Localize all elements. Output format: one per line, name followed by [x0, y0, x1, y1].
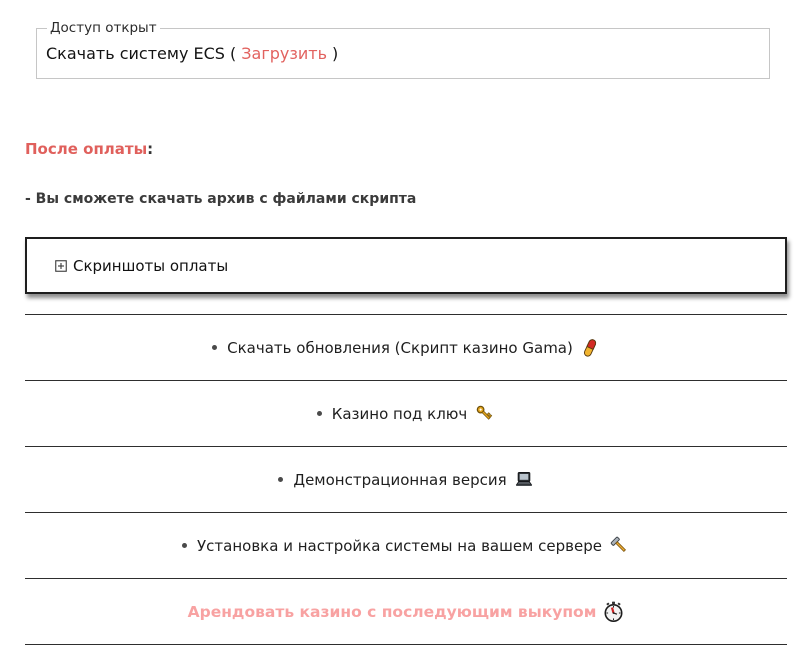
hammer-icon — [609, 535, 630, 556]
bullet-icon — [317, 411, 322, 416]
list-item-turnkey[interactable] — [25, 381, 787, 446]
list-item-rent[interactable] — [25, 579, 787, 644]
list-item-label: Установка и настройка системы на вашем сервере — [197, 536, 602, 555]
access-fieldset — [36, 20, 770, 79]
access-text-before: Скачать систему ECS ( — [46, 44, 237, 63]
payment-screenshots-label: Скриншоты оплаты — [73, 256, 229, 275]
list-item-updates[interactable] — [25, 315, 787, 380]
divider — [25, 644, 787, 645]
list-item-label: Казино под ключ — [331, 404, 468, 423]
after-payment-note: - Вы сможете скачать архив с файлами скрипта — [25, 191, 417, 207]
access-line — [46, 44, 760, 63]
services-menu — [25, 314, 787, 645]
bullet-icon — [182, 543, 187, 548]
payment-screenshots-toggle[interactable] — [25, 237, 787, 294]
pill-icon — [580, 337, 600, 359]
download-link[interactable]: Загрузить — [241, 44, 328, 63]
access-text-after: ) — [332, 44, 339, 63]
list-item-label: Скачать обновления (Скрипт казино Gama) — [227, 338, 573, 357]
plus-expand-icon — [55, 260, 67, 272]
list-item-label: Арендовать казино с последующим выкупом — [187, 602, 597, 621]
laptop-icon — [514, 471, 534, 489]
list-item-label: Демонстрационная версия — [293, 470, 507, 489]
access-legend: Доступ открыт — [50, 20, 157, 36]
list-item-installation[interactable] — [25, 513, 787, 578]
bullet-icon — [278, 477, 283, 482]
bullet-icon — [212, 345, 217, 350]
after-payment-heading — [25, 140, 787, 158]
after-payment-heading-text: После оплаты — [25, 140, 148, 158]
key-icon — [474, 403, 495, 424]
after-payment-heading-colon: : — [147, 140, 154, 158]
clock-icon — [603, 601, 624, 623]
list-item-demo[interactable] — [25, 447, 787, 512]
